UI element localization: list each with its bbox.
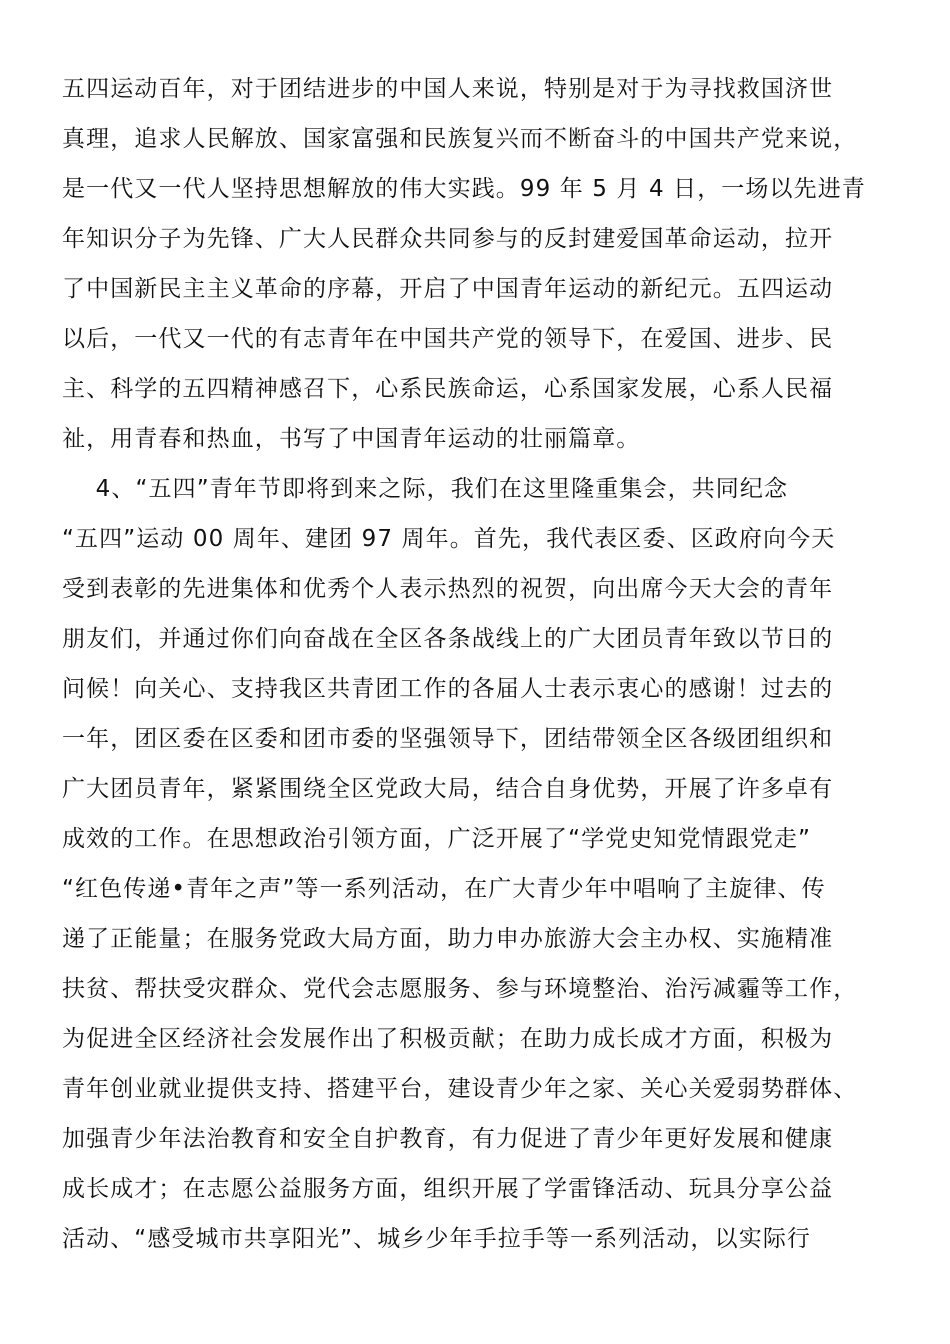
text-line: 五四运动百年，对于团结进步的中国人来说，特别是对于为寻找救国济世 [62, 76, 834, 102]
paragraph-2 [62, 464, 892, 1264]
text-line: 一年，团区委在区委和团市委的坚强领导下，团结带领全区各级团组织和 [62, 726, 834, 752]
text-line: “红色传递•青年之声”等一系列活动，在广大青少年中唱响了主旋律、传 [62, 876, 826, 902]
text-line: 成效的工作。在思想政治引领方面，广泛开展了“学党史知党情跟党走” [62, 826, 812, 852]
text-line: 是一代又一代人坚持思想解放的伟大实践。99 年 5 月 4 日，一场以先进青 [62, 176, 866, 202]
text-line: 以后，一代又一代的有志青年在中国共产党的领导下，在爱国、进步、民 [62, 326, 834, 352]
text-line: 真理，追求人民解放、国家富强和民族复兴而不断奋斗的中国共产党来说， [62, 126, 858, 152]
text-line: 扶贫、帮扶受灾群众、党代会志愿服务、参与环境整治、治污减霾等工作， [62, 976, 858, 1002]
text-line: 受到表彰的先进集体和优秀个人表示热烈的祝贺，向出席今天大会的青年 [62, 576, 834, 602]
text-line: “五四”运动 00 周年、建团 97 周年。首先，我代表区委、区政府向今天 [62, 526, 836, 552]
text-line: 广大团员青年，紧紧围绕全区党政大局，结合自身优势，开展了许多卓有 [62, 776, 834, 802]
text-line: 年知识分子为先锋、广大人民群众共同参与的反封建爱国革命运动，拉开 [62, 226, 834, 252]
text-line: 祉，用青春和热血，书写了中国青年运动的壮丽篇章。 [62, 426, 641, 452]
text-line: 成长成才；在志愿公益服务方面，组织开展了学雷锋活动、玩具分享公益 [62, 1176, 834, 1202]
text-line: 朋友们，并通过你们向奋战在全区各条战线上的广大团员青年致以节日的 [62, 626, 834, 652]
text-line: 了中国新民主主义革命的序幕，开启了中国青年运动的新纪元。五四运动 [62, 276, 834, 302]
text-line: 活动、“感受城市共享阳光”、城乡少年手拉手等一系列活动，以实际行 [62, 1226, 812, 1252]
text-line: 为促进全区经济社会发展作出了积极贡献；在助力成长成才方面，积极为 [62, 1026, 834, 1052]
paragraph-1 [62, 64, 892, 464]
text-line: 4、“五四”青年节即将到来之际，我们在这里隆重集会，共同纪念 [62, 476, 789, 502]
text-line: 主、科学的五四精神感召下，心系民族命运，心系国家发展，心系人民福 [62, 376, 834, 402]
text-line: 青年创业就业提供支持、搭建平台，建设青少年之家、关心关爱弱势群体、 [62, 1076, 858, 1102]
text-line: 问候！向关心、支持我区共青团工作的各届人士表示衷心的感谢！过去的 [62, 676, 834, 702]
text-line: 加强青少年法治教育和安全自护教育，有力促进了青少年更好发展和健康 [62, 1126, 834, 1152]
text-line: 递了正能量；在服务党政大局方面，助力申办旅游大会主办权、实施精准 [62, 926, 834, 952]
